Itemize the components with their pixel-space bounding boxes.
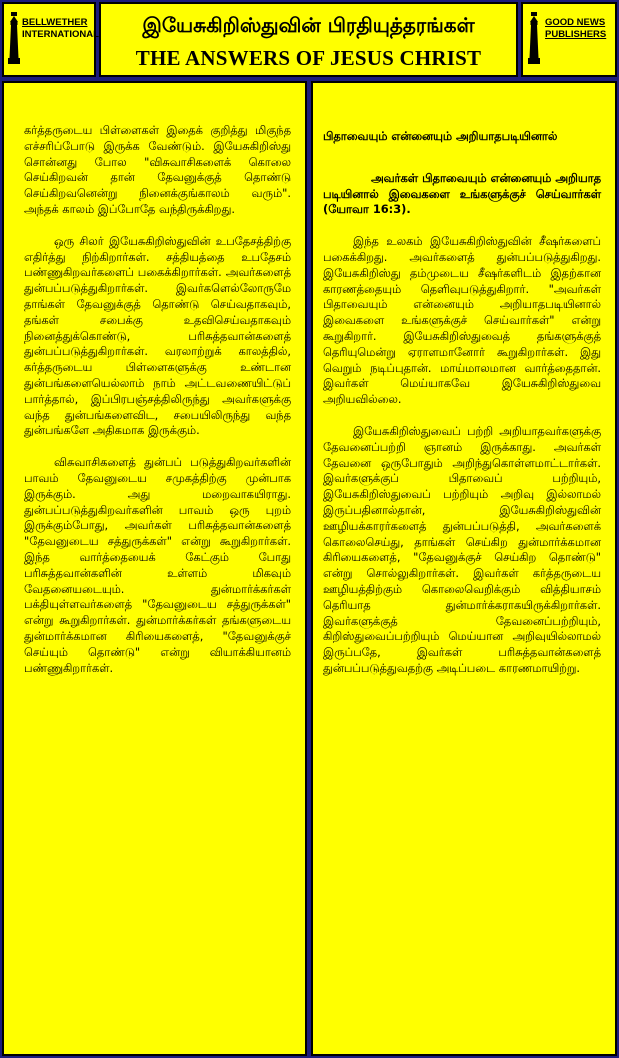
- body-paragraph: கர்த்தருடைய பிள்ளைகள் இதைக் குறித்து மிகுந்த எச்சரிப்போடு இருக்க வேண்டும். இயேசுகிறிஸ்து சொன்னது போல "விசுவாசிகளைக் கொலை செய்கிறவன் தான் தேவனுக்குத் தொண்டு செய்கிறவனென்று நினைக்குங்காலம் வரும்". அந்தக் காலம் இப்போதே வந்திருக்கிறது.: [24, 123, 291, 216]
- good-news-logo-text: [545, 17, 615, 41]
- page-title-english: THE ANSWERS OF JESUS CHRIST: [135, 46, 482, 70]
- title-banner: [99, 2, 518, 77]
- body-paragraph: இந்த உலகம் இயேசுகிறிஸ்துவின் சீஷர்களைப் பகைக்கிறது. அவர்களைத் துன்பப்படுத்துகிறது. இயேசுகிறிஸ்து தம்முடைய சீஷர்களிடம் இதற்கான காரணத்தையும் தெளிவுபடுத்துகிறார். "அவர்கள் பிதாவையும் என்னையும் அறியாதபடியினால் இவைகளை உங்களுக்குச் செய்வார்கள்" என்று கூறுகிறார். இயேசுகிறிஸ்துவைத் தங்களுக்குத் தெரியுமென்று ஏராளமானோர் கூறுகிறார்கள். இது வெறும் நடிப்புதான். மாய்மாலமான வார்த்தைதான். இவர்கள் மெய்யாகவே இயேசுகிறிஸ்துவை அறியவில்லை.: [323, 234, 601, 407]
- logo-line: INTERNATIONAL: [22, 29, 99, 40]
- logo-line: GOOD NEWS: [545, 17, 606, 28]
- bellwether-logo: [4, 4, 99, 75]
- logo-line: PUBLISHERS: [545, 29, 607, 40]
- body-paragraph: இயேசுகிறிஸ்துவைப் பற்றி அறியாதவர்களுக்கு தேவனைப்பற்றி ஞானம் இருக்காது. அவர்கள் தேவனை ஒருபோதும் அறிந்துகொள்ளமாட்டார்கள். இவர்களுக்குப் பிதாவைப் பற்றியும், இயேசுகிறிஸ்துவைப் பற்றியும் அறிவு இல்லாமல் இருப்பதினால்தான், இயேசுகிறிஸ்துவின் ஊழியக்காரர்களைத் துன்பப்படுத்தி, அவர்களைக் கொலைசெய்து, தாங்கள் செய்கிற துன்மார்க்கமான கிரியைகளைத், "தேவனுக்குச் செய்கிற தொண்டு" என்று சொல்லுகிறார்கள். இவர்கள் கர்த்தருடைய ஊழியத்திற்கும் கொலைவெறிக்கும் வித்தியாசம் தெரியாத துன்மார்க்கராகயிருக்கிறார்கள். இவர்களுக்குத் தேவனைப்பற்றியும், கிறிஸ்துவைப்பற்றியும் மெய்யான அறிவுயில்லாமல் இருப்பதே, இவர்கள் பரிசுத்தவான்களைத் துன்பப்படுத்துவதற்கு அடிப்படை காரணமாயிற்று.: [323, 423, 601, 675]
- good-news-logo-panel: [521, 2, 617, 77]
- bellwether-logo-text: [22, 17, 99, 41]
- body-paragraph: ஒரு சிலர் இயேசுகிறிஸ்துவின் உபதேசத்திற்கு எதிர்த்து நிற்கிறார்கள். சத்தியத்தை உபதேசம் பண்ணுகிறவர்களைப் பகைக்கிறார்கள். அவர்களைத் துன்பப்படுத்துகிறார்கள். இவர்களெல்லோருமே தாங்கள் தேவனுக்குத் தொண்டு செய்வதாகவும், தங்கள் சபைக்கு உதவிசெய்வதாகவும் நினைத்துக்கொண்டு, பரிசுத்தவான்களைத் துன்பப்படுத்துகிறார்கள். வரலாற்றுக் காலத்தில், கர்த்தருடைய பிள்ளைகளுக்கு உண்டான துன்பங்களையெல்லாம் நாம் அட்டவணையிட்டுப் பார்த்தால், இப்பிரபஞ்சத்திலிருந்து அவர்களுக்கு வந்த துன்பங்களைவிட, சபையிலிருந்து வந்த துன்பங்களே அதிகமாக இருக்கும்.: [24, 233, 291, 438]
- good-news-logo: [523, 4, 615, 75]
- scripture-verse: அவர்கள் பிதாவையும் என்னையும் அறியாத படியினால் இவைகளை உங்களுக்குச் செய்வார்கள் (யோவா 16:3).: [323, 170, 601, 217]
- right-column: [311, 81, 617, 1056]
- lighthouse-icon: [528, 12, 540, 64]
- lighthouse-icon: [8, 12, 20, 64]
- logo-line: BELLWETHER: [22, 17, 88, 28]
- left-column: [2, 81, 307, 1056]
- bellwether-logo-panel: [2, 2, 99, 77]
- body-paragraph: விசுவாசிகளைத் துன்பப் படுத்துகிறவர்களின் பாவம் தேவனுடைய சமுகத்திற்கு முன்பாக இருக்கும். அது மறைவாகயிராது. துன்பப்படுத்துகிறவர்களின் பாவம் ஒரு புறம் இருக்கும்போது, அவர்கள் பரிசுத்தவான்களைத் "தேவனுடைய சத்துருக்கள்" என்று கூறுகிறார்கள். இந்த வார்த்தையைக் கேட்கும் போது பரிசுத்தவான்களின் உள்ளம் மிகவும் வேதனையடையும். துன்மார்க்கர்கள் பக்தியுள்ளவர்களைத் "தேவனுடைய சத்துருக்கள்" என்று கூறுகிறார்கள். துன்மார்க்கர்கள் தங்களுடைய துன்மார்க்கமான கிரியைகளைத், "தேவனுக்குச் செய்யும் தொண்டு" என்று வியாக்கியானம் பண்ணுகிறார்கள்.: [24, 455, 291, 675]
- section-heading: பிதாவையும் என்னையும் அறியாதபடியினால்: [323, 129, 558, 143]
- page-title-tamil: இயேசுகிறிஸ்துவின் பிரதியுத்தரங்கள்: [142, 13, 475, 37]
